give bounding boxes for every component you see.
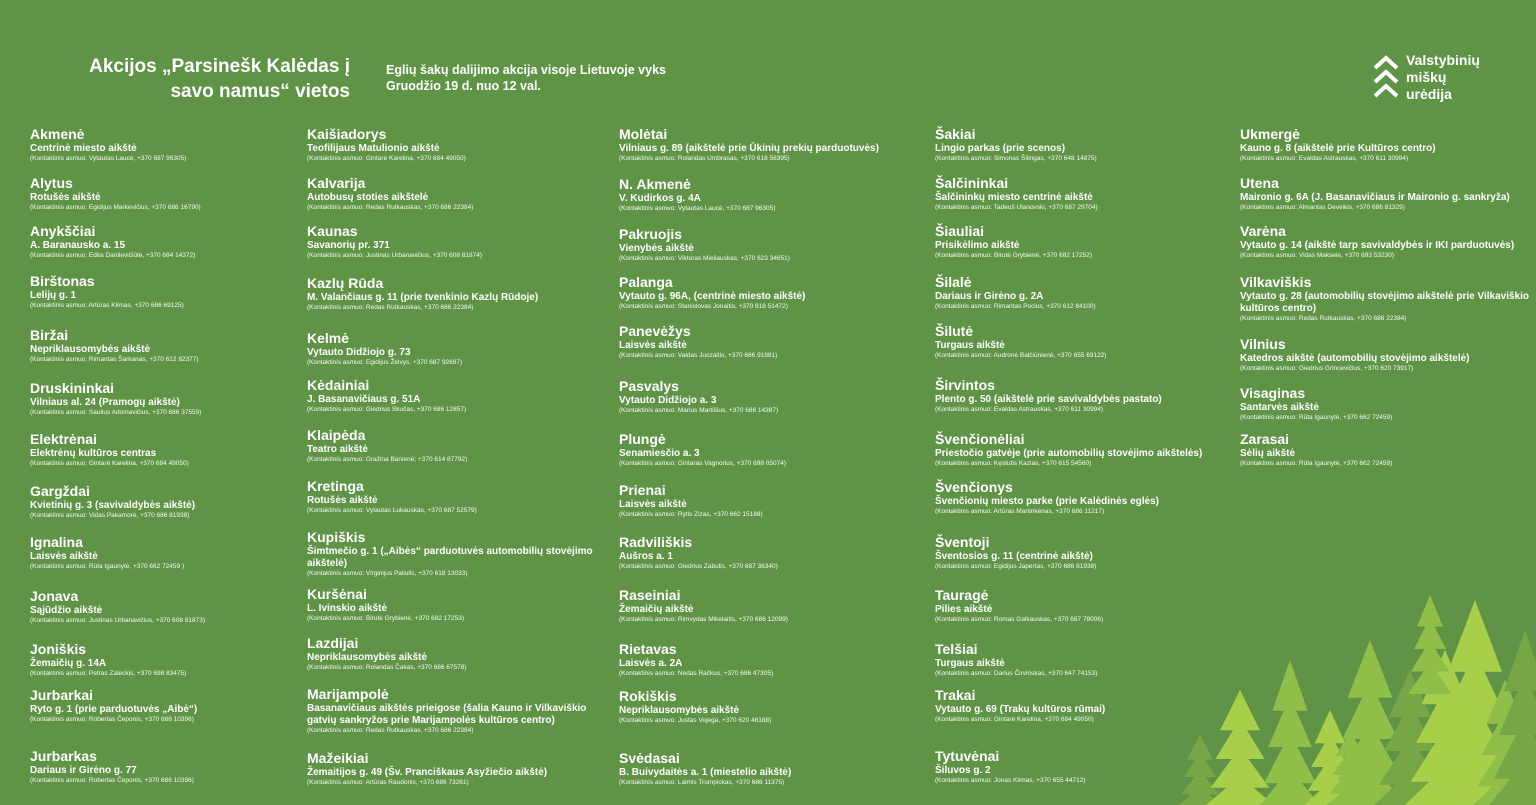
location-contact: (Kontaktinis asmuo: Audronė Balčiūnienė, +370 655 69122): [935, 352, 1107, 359]
location-contact: (Kontaktinis asmuo: Egidijus Markevičius, +370 686 16790): [30, 204, 201, 211]
location-contact: (Kontaktinis asmuo: Birutė Grybienė, +370 682 17252): [935, 252, 1092, 259]
location-entry: [30, 431, 300, 468]
location-entry: [619, 750, 919, 787]
location-address: Šimtmečio g. 1 („Aibės“ parduotuvės automobilių stovėjimo aikštelė): [307, 546, 593, 569]
location-entry: [619, 323, 919, 360]
location-name: Kalvarija: [307, 175, 366, 191]
location-name: Lazdijai: [307, 635, 359, 651]
location-entry: [307, 377, 597, 414]
location-name: Šalčininkai: [935, 175, 1009, 191]
location-address: Laisvės aikštė: [30, 551, 98, 562]
title-line: Akcijos „Parsinešk Kalėdas į: [89, 56, 350, 77]
location-entry: [935, 274, 1235, 311]
location-entry: [307, 175, 597, 212]
location-entry: [935, 377, 1235, 414]
location-contact: (Kontaktinis asmuo: Darius Čirvinskas, +370 647 74153): [935, 670, 1098, 677]
location-entry: [307, 635, 597, 672]
location-name: Varėna: [1240, 223, 1286, 239]
location-name: Pakruojis: [619, 226, 683, 242]
location-contact: (Kontaktinis asmuo: Artūras Raudonis, +370 686 73261): [307, 779, 469, 786]
location-address: Ryto g. 1 (prie parduotuvės „Aibė“): [30, 704, 198, 715]
location-entry: [619, 534, 919, 571]
location-contact: (Kontaktinis asmuo: Gintarė Karelina, +370 684 49050): [935, 716, 1094, 723]
location-address: Nepriklausomybės aikštė: [307, 652, 428, 663]
location-contact: (Kontaktinis asmuo: Edita Danilevičiūtė, +370 684 14372): [30, 252, 196, 259]
location-name: N. Akmenė: [619, 176, 691, 192]
location-address: Vienybės aikštė: [619, 243, 694, 254]
location-name: Mažeikiai: [307, 750, 369, 766]
location-address: Prisikėlimo aikštė: [935, 240, 1020, 251]
location-name: Raseiniai: [619, 587, 681, 603]
location-name: Vilkaviškis: [1240, 274, 1312, 290]
location-address: Nepriklausomybės aikštė: [30, 344, 151, 355]
location-name: Radviliškis: [619, 534, 693, 550]
location-entry: [307, 686, 597, 735]
location-name: Šventoji: [935, 534, 990, 550]
location-name: Kuršėnai: [307, 586, 367, 602]
location-name: Šilalė: [935, 274, 972, 290]
location-contact: (Kontaktinis asmuo: Stanislovas Jonaitis, +370 618 51472): [619, 303, 788, 310]
location-name: Kėdainiai: [307, 377, 370, 393]
location-address: A. Baranausko a. 15: [30, 240, 126, 251]
location-address: Rotušės aikštė: [30, 192, 101, 203]
location-contact: (Kontaktinis asmuo: Egidijus Želvys, +370 687 92697): [307, 359, 463, 366]
location-entry: [30, 534, 300, 571]
location-entry: [1240, 175, 1530, 212]
location-address: Turgaus aikštė: [935, 658, 1005, 669]
location-contact: (Kontaktinis asmuo: Nedas Račkus, +370 686 47305): [619, 670, 774, 677]
location-entry: [1240, 126, 1530, 163]
location-name: Biržai: [30, 327, 69, 343]
location-entry: [1240, 274, 1530, 323]
location-name: Kupiškis: [307, 529, 366, 545]
location-contact: (Kontaktinis asmuo: Saulius Adomavičius, +370 686 37559): [30, 409, 202, 416]
location-address: Rotušės aikštė: [307, 495, 378, 506]
location-contact: (Kontaktinis asmuo: Evaldas Astrauskas, +370 611 30994): [935, 406, 1104, 413]
location-contact: (Kontaktinis asmuo: Vytautas Lukauskas, +370 687 52579): [307, 507, 477, 514]
location-name: Panevėžys: [619, 323, 691, 339]
location-entry: [935, 479, 1235, 516]
location-name: Jurbarkai: [30, 687, 94, 703]
location-address: Žemaitijos g. 49 (Šv. Pranciškaus Asyžiečio aikštė): [307, 767, 548, 778]
location-name: Ignalina: [30, 534, 83, 550]
event-info-line: Gruodžio 19 d. nuo 12 val.: [386, 79, 541, 93]
location-contact: (Kontaktinis asmuo: Rimantas Pocius, +370 612 84100): [935, 303, 1096, 310]
location-contact: (Kontaktinis asmuo: Birutė Grybienė, +370 682 17253): [307, 615, 464, 622]
location-entry: [935, 323, 1235, 360]
location-address: Senamiesčio a. 3: [619, 448, 700, 459]
location-entry: [619, 378, 919, 415]
location-contact: (Kontaktinis asmuo: Rimantas Šarkanas, +370 612 82377): [30, 356, 199, 363]
location-address: V. Kudirkos g. 4A: [619, 193, 701, 204]
location-entry: [307, 478, 597, 515]
location-contact: (Kontaktinis asmuo: Romas Galkauskas, +370 687 78006): [935, 616, 1104, 623]
location-contact: (Kontaktinis asmuo: Justas Vojega, +370 620 46188): [619, 717, 772, 724]
location-name: Telšiai: [935, 641, 978, 657]
location-name: Rietavas: [619, 641, 677, 657]
location-address: Lingio parkas (prie scenos): [935, 143, 1066, 154]
location-contact: (Kontaktinis asmuo: Vidas Pakamorė, +370 686 81938): [30, 512, 190, 519]
location-name: Tytuvėnai: [935, 748, 1000, 764]
location-entry: [307, 586, 597, 623]
location-address: Dariaus ir Girėno g. 2A: [935, 291, 1044, 302]
location-entry: [30, 175, 300, 212]
location-entry: [619, 126, 919, 163]
location-contact: (Kontaktinis asmuo: Giedrius Zabulis, +370 687 36340): [619, 563, 778, 570]
logo-line: Valstybinių: [1406, 52, 1480, 68]
location-address: Savanorių pr. 371: [307, 240, 390, 251]
location-contact: (Kontaktinis asmuo: Rimvydas Mikelaitis, +370 686 12099): [619, 616, 788, 623]
location-entry: [30, 327, 300, 364]
location-entry: [619, 688, 919, 725]
location-entry: [1240, 223, 1530, 260]
location-entry: [619, 176, 919, 213]
location-entry: [307, 330, 597, 367]
location-contact: (Kontaktinis asmuo: Gintarė Karelina, +370 684 49050): [30, 460, 189, 467]
location-contact: (Kontaktinis asmuo: Rūta Igaunytė, +370 662 72459): [1240, 414, 1393, 421]
event-info: [386, 62, 666, 94]
location-address: M. Valančiaus g. 11 (prie tvenkinio Kazlų Rūdoje): [307, 292, 539, 303]
location-address: Laisvės a. 2A: [619, 658, 683, 669]
location-address: Dariaus ir Girėno g. 77: [30, 765, 137, 776]
location-name: Plungė: [619, 431, 666, 447]
location-contact: (Kontaktinis asmuo: Redas Rutkauskas, +370 686 22384): [307, 304, 474, 311]
location-contact: (Kontaktinis asmuo: Robertas Čeponis, +370 686 10396): [30, 777, 194, 784]
location-entry: [30, 687, 300, 724]
location-contact: (Kontaktinis asmuo: Evaldas Astrauskas, +370 611 30994): [1240, 155, 1409, 162]
location-address: Žemaičių g. 14A: [30, 658, 107, 669]
location-name: Klaipėda: [307, 427, 366, 443]
location-address: Kauno g. 8 (aikštelė prie Kultūros centro): [1240, 143, 1436, 154]
location-entry: [619, 431, 919, 468]
location-name: Molėtai: [619, 126, 668, 142]
location-address: Vytauto g. 96A, (centrinė miesto aikštė): [619, 291, 806, 302]
location-contact: (Kontaktinis asmuo: Valdas Juozaitis, +370 686 91881): [619, 352, 778, 359]
location-entry: [307, 275, 597, 312]
location-address: Šventosios g. 11 (centrinė aikštė): [935, 551, 1093, 562]
location-contact: (Kontaktinis asmuo: Gražina Banienė; +370 614 87792): [307, 456, 468, 463]
location-entry: [307, 223, 597, 260]
fir-tree-logo-icon: [1372, 54, 1400, 104]
location-contact: (Kontaktinis asmuo: Rūta Igaunytė, +370 662 72459): [1240, 460, 1393, 467]
location-contact: (Kontaktinis asmuo: Giedrius Grincevičius, +370 620 73917): [1240, 365, 1414, 372]
location-address: Centrinė miesto aikštė: [30, 143, 137, 154]
location-address: Basanavičiaus aikštės prieigose (šalia Kauno ir Vilkaviškio gatvių sankryžos prie Marijampolės kultūros centro): [307, 703, 587, 726]
location-address: Vytauto g. 28 (automobilių stovėjimo aikštelė prie Vilkaviškio kultūros centro): [1240, 291, 1529, 314]
location-address: L. Ivinskio aikštė: [307, 603, 388, 614]
location-entry: [30, 641, 300, 678]
location-name: Ukmergė: [1240, 126, 1300, 142]
location-name: Jonava: [30, 588, 79, 604]
location-contact: (Kontaktinis asmuo: Vytautas Laucė, +370 687 96305): [30, 155, 187, 162]
location-contact: (Kontaktinis asmuo: Rolandas Umbrasas, +370 618 58395): [619, 155, 790, 162]
location-entry: [307, 750, 597, 787]
location-contact: (Kontaktinis asmuo: Viktoras Mieliauskas, +370 623 34651): [619, 255, 790, 262]
location-name: Alytus: [30, 175, 73, 191]
location-contact: (Kontaktinis asmuo: Tadeuš Ulanovski, +370 687 29704): [935, 204, 1098, 211]
location-address: Katedros aikštė (automobilių stovėjimo aikštelė): [1240, 353, 1470, 364]
fir-tree-icon: [1260, 660, 1320, 805]
location-contact: (Kontaktinis asmuo: Laimis Trumpickas, +370 686 11375): [619, 779, 785, 786]
location-contact: (Kontaktinis asmuo: Simonas Šilingas, +370 648 14875): [935, 155, 1097, 162]
location-name: Gargždai: [30, 483, 90, 499]
location-address: Sąjūdžio aikštė: [30, 605, 103, 616]
location-address: Vytauto g. 69 (Trakų kultūros rūmai): [935, 704, 1106, 715]
location-entry: [619, 274, 919, 311]
location-contact: (Kontaktinis asmuo: Gintarė Karelina, +370 684 49050): [307, 155, 466, 162]
location-contact: (Kontaktinis asmuo: Redas Rutkauskas, +370 686 22384): [307, 727, 474, 734]
location-entry: [619, 482, 919, 519]
location-name: Marijampolė: [307, 686, 389, 702]
location-address: Vytauto Didžiojo a. 3: [619, 395, 717, 406]
location-contact: (Kontaktinis asmuo: Marius Martišius, +370 686 14387): [619, 407, 779, 414]
location-name: Zarasai: [1240, 431, 1290, 447]
logo-line: miškų: [1406, 69, 1447, 85]
logo-line: urėdija: [1406, 86, 1452, 102]
location-name: Trakai: [935, 687, 976, 703]
location-contact: (Kontaktinis asmuo: Rolandas Čakas, +370 686 67578): [307, 664, 467, 671]
location-entry: [935, 126, 1235, 163]
location-address: Kvietinių g. 3 (savivaldybės aikštė): [30, 500, 196, 511]
location-address: Teofilijaus Matulionio aikštė: [307, 143, 440, 154]
location-name: Birštonas: [30, 273, 95, 289]
location-contact: (Kontaktinis asmuo: Rytis Zizas, +370 662 15188): [619, 511, 763, 518]
location-address: Vilniaus al. 24 (Pramogų aikštė): [30, 397, 180, 408]
location-address: Laisvės aikštė: [619, 499, 687, 510]
location-address: Santarvės aikštė: [1240, 402, 1319, 413]
location-address: Aušros a. 1: [619, 551, 673, 562]
location-name: Vilnius: [1240, 336, 1286, 352]
fir-tree-icon: [1178, 735, 1222, 805]
location-name: Švenčionys: [935, 479, 1013, 495]
location-entry: [1240, 431, 1530, 468]
location-contact: (Kontaktinis asmuo: Petras Zaleckis, +370 698 83475): [30, 670, 187, 677]
location-name: Širvintos: [935, 377, 995, 393]
location-entry: [30, 223, 300, 260]
location-name: Druskininkai: [30, 380, 115, 396]
location-contact: (Kontaktinis asmuo: Kęstutis Kazlas, +370 615 54560): [935, 460, 1092, 467]
location-address: Sėlių aikštė: [1240, 448, 1296, 459]
location-contact: (Kontaktinis asmuo: Redas Rutkauskas, +370 686 22384): [307, 204, 474, 211]
location-address: Laisvės aikštė: [619, 340, 687, 351]
location-contact: (Kontaktinis asmuo: Rūta Igaunytė, +370 662 72459 ): [30, 563, 185, 570]
location-contact: (Kontaktinis asmuo: Virginijus Paliulis, +370 618 13033): [307, 570, 468, 577]
location-name: Palanga: [619, 274, 673, 290]
location-entry: [30, 483, 300, 520]
location-entry: [307, 126, 597, 163]
location-name: Jurbarkas: [30, 748, 97, 764]
page-title: [60, 54, 350, 104]
logo: [1372, 52, 1502, 108]
location-address: Šalčininkų miesto centrinė aikštė: [935, 192, 1093, 203]
location-name: Kaišiadorys: [307, 126, 387, 142]
location-address: Maironio g. 6A (J. Basanavičiaus ir Maironio g. sankryža): [1240, 192, 1510, 203]
title-line: savo namus“ vietos: [170, 81, 350, 102]
location-address: Turgaus aikštė: [935, 340, 1005, 351]
location-contact: (Kontaktinis asmuo: Justinas Urbanavičius, +370 608 81874): [307, 252, 483, 259]
location-contact: (Kontaktinis asmuo: Vidas Makselė, +370 693 53230): [1240, 252, 1394, 259]
location-entry: [935, 223, 1235, 260]
location-name: Prienai: [619, 482, 666, 498]
location-name: Kazlų Rūda: [307, 275, 384, 291]
location-entry: [30, 273, 300, 310]
fir-trees-illustration: [1170, 560, 1536, 805]
location-contact: (Kontaktinis asmuo: Justinas Urbanavičius, +370 608 81873): [30, 617, 206, 624]
location-entry: [935, 431, 1235, 468]
location-name: Elektrėnai: [30, 431, 97, 447]
location-entry: [935, 175, 1235, 212]
location-entry: [30, 748, 300, 785]
location-entry: [307, 529, 597, 578]
location-name: Akmenė: [30, 126, 85, 142]
location-contact: (Kontaktinis asmuo: Giedrius Skučas, +370 686 12857): [307, 406, 467, 413]
location-name: Šakiai: [935, 126, 976, 142]
location-name: Kretinga: [307, 478, 364, 494]
location-address: Plento g. 50 (aikštelė prie savivaldybės pastato): [935, 394, 1162, 405]
location-contact: (Kontaktinis asmuo: Redas Rutkauskas, +370 686 22384): [1240, 315, 1407, 322]
location-name: Utena: [1240, 175, 1279, 191]
location-address: Šiluvos g. 2: [935, 765, 991, 776]
location-contact: (Kontaktinis asmuo: Robertas Čeponis, +370 686 10396): [30, 716, 194, 723]
location-name: Šilutė: [935, 323, 974, 339]
location-name: Tauragė: [935, 587, 989, 603]
location-name: Kaunas: [307, 223, 358, 239]
location-name: Svėdasai: [619, 750, 680, 766]
location-contact: (Kontaktinis asmuo: Jonas Klimas, +370 655 44712): [935, 777, 1086, 784]
location-name: Kelmė: [307, 330, 350, 346]
location-name: Anykščiai: [30, 223, 96, 239]
fir-tree-icon: [1206, 690, 1274, 805]
location-address: Lelijų g. 1: [30, 290, 77, 301]
location-address: Švenčionių miesto parke (prie Kalėdinės eglės): [935, 496, 1159, 507]
location-address: J. Basanavičiaus g. 51A: [307, 394, 421, 405]
location-address: Elektrėnų kultūros centras: [30, 448, 157, 459]
location-address: Teatro aikštė: [307, 444, 368, 455]
location-contact: (Kontaktinis asmuo: Gintaras Vagnorius, +370 698 05074): [619, 460, 786, 467]
location-address: B. Buivydaitės a. 1 (miestelio aikštė): [619, 767, 792, 778]
location-entry: [619, 226, 919, 263]
location-contact: (Kontaktinis asmuo: Artūras Klimas, +370 686 69125): [30, 302, 184, 309]
location-address: Autobusų stoties aikštelė: [307, 192, 429, 203]
location-name: Joniškis: [30, 641, 87, 657]
location-name: Šiauliai: [935, 223, 985, 239]
location-entry: [1240, 336, 1530, 373]
location-entry: [30, 380, 300, 417]
location-address: Pilies aikštė: [935, 604, 993, 615]
location-name: Visaginas: [1240, 385, 1306, 401]
event-info-line: Eglių šakų dalijimo akcija visoje Lietuvoje vyks: [386, 63, 666, 77]
location-contact: (Kontaktinis asmuo: Artūras Martinkėnas, +370 686 11217): [935, 508, 1105, 515]
location-name: Pasvalys: [619, 378, 679, 394]
location-name: Švenčionėliai: [935, 431, 1025, 447]
location-contact: (Kontaktinis asmuo: Egidijus Japertas, +370 686 81938): [935, 563, 1097, 570]
location-address: Priestočio gatvėje (prie automobilių stovėjimo aikštelės): [935, 448, 1203, 459]
location-entry: [619, 587, 919, 624]
location-entry: [619, 641, 919, 678]
logo-text: [1406, 52, 1480, 103]
location-entry: [30, 588, 300, 625]
location-entry: [307, 427, 597, 464]
location-name: Rokiškis: [619, 688, 677, 704]
location-address: Vilniaus g. 89 (aikštelė prie Ūkinių prekių parduotuvės): [619, 143, 879, 154]
location-address: Vytauto Didžiojo g. 73: [307, 347, 411, 358]
location-address: Nepriklausomybės aikštė: [619, 705, 740, 716]
location-address: Vytauto g. 14 (aikštė tarp savivaldybės ir IKI parduotuvės): [1240, 240, 1515, 251]
location-entry: [1240, 385, 1530, 422]
location-entry: [30, 126, 300, 163]
location-contact: (Kontaktinis asmuo: Vytautas Laucė, +370 687 96305): [619, 205, 776, 212]
location-contact: (Kontaktinis asmuo: Almantas Deveikis, +370 686 81329): [1240, 204, 1405, 211]
location-address: Žemaičių aikštė: [619, 604, 694, 615]
